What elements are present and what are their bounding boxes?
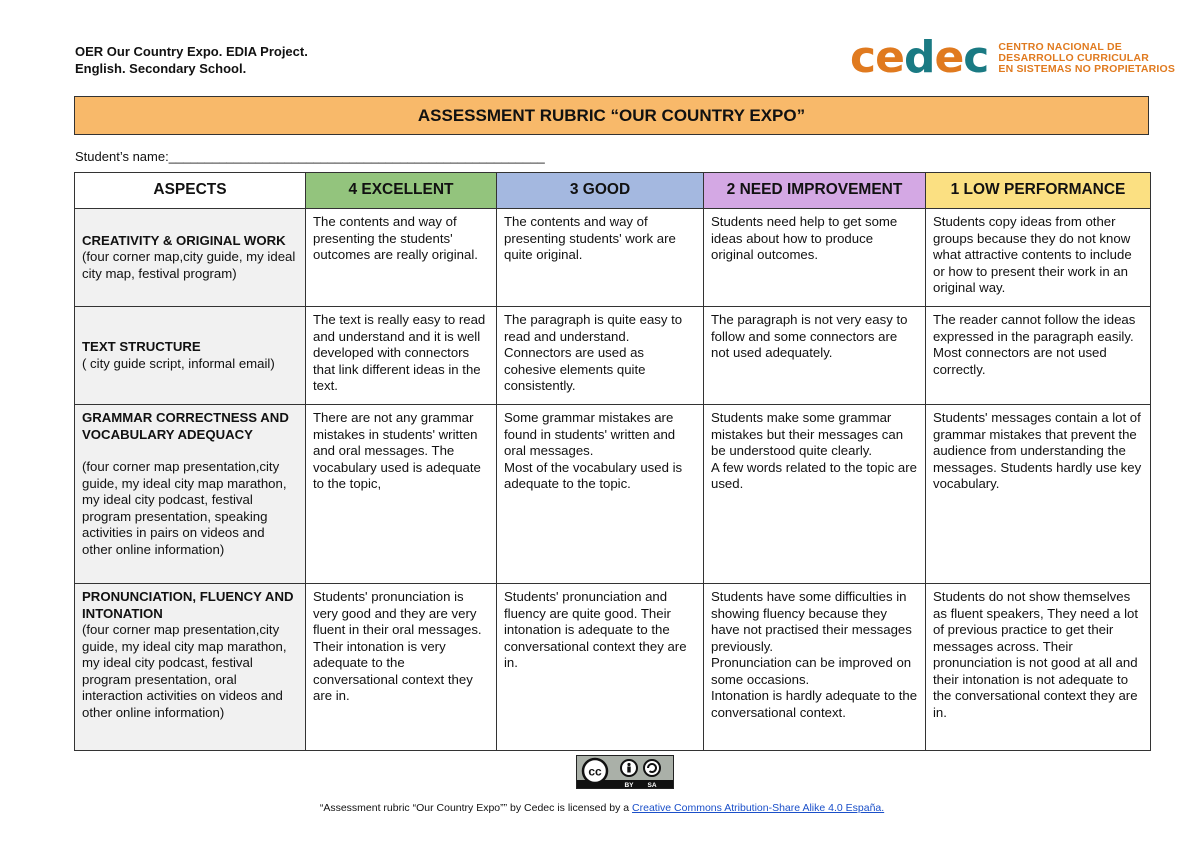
logo-subtitle <box>998 42 1175 75</box>
need-cell <box>704 405 926 584</box>
aspect-cell <box>75 209 306 307</box>
good-cell: Students' pronunciation and fluency are quite good. Their intonation is adequate to the conversational context they are in. <box>497 584 704 751</box>
cc-license-badge[interactable] <box>576 755 674 789</box>
low-cell: Students do not show themselves as fluent speakers, They need a lot of previous practice to get their messages across. Their pronunciation is not good at all and their intonation is not adequate to the conversational context they are in. <box>926 584 1151 751</box>
good-text-1: Some grammar mistakes are found in students' written and oral messages. <box>504 410 676 458</box>
aspect-cell <box>75 307 306 405</box>
need-text-2: A few words related to the topic are used. <box>711 459 917 491</box>
excellent-cell: The contents and way of presenting the students' outcomes are really original. <box>306 209 497 307</box>
aspect-detail: (four corner map presentation,city guide, my ideal city map marathon, my ideal city podcast, festival program presentation, oral interaction activities on videos and other online information) <box>82 622 287 720</box>
col-header-excellent: 4 EXCELLENT <box>306 173 497 209</box>
rubric-table <box>74 172 1151 751</box>
need-cell: Students need help to get some ideas about how to produce original outcomes. <box>704 209 926 307</box>
aspect-title: CREATIVITY & ORIGINAL WORK <box>82 232 286 248</box>
good-cell <box>497 405 704 584</box>
aspect-cell <box>75 584 306 751</box>
need-text-1: Students have some difficulties in showing fluency because they have not practised their messages previously. <box>711 589 912 654</box>
header-line-2: English. Secondary School. <box>75 61 247 76</box>
low-cell: The reader cannot follow the ideas expressed in the paragraph easily. Most connectors are not used correctly. <box>926 307 1151 405</box>
table-row <box>75 584 1151 751</box>
aspect-title: TEXT STRUCTURE <box>82 339 201 354</box>
col-header-low-performance: 1 LOW PERFORMANCE <box>926 173 1151 209</box>
logo-sub-line-3: EN SISTEMAS NO PROPIETARIOS <box>998 62 1176 75</box>
col-header-need-improvement: 2 NEED IMPROVEMENT <box>704 173 926 209</box>
excellent-text-2: Their intonation is very adequate to the conversational context they are in. <box>313 638 473 703</box>
cc-sa-label: SA <box>647 782 657 788</box>
document-header <box>75 43 308 77</box>
header-row <box>75 173 1151 209</box>
cedec-logo <box>850 32 1176 83</box>
rubric-title: ASSESSMENT RUBRIC “OUR COUNTRY EXPO” <box>417 105 806 125</box>
aspect-title: GRAMMAR CORRECTNESS AND VOCABULARY ADEQUACY <box>82 410 289 442</box>
license-link[interactable]: Creative Commons Atribution-Share Alike 4.0 España. <box>632 802 885 814</box>
low-cell: Students copy ideas from other groups because they do not know what attractive contents to include or how to present their work in an original way. <box>926 209 1151 307</box>
good-cell: The contents and way of presenting students' work are quite original. <box>497 209 704 307</box>
col-header-aspects: ASPECTS <box>75 173 306 209</box>
table-row <box>75 209 1151 307</box>
table-row <box>75 307 1151 405</box>
logo-sub-line-1: CENTRO NACIONAL DE <box>998 40 1122 53</box>
excellent-cell: There are not any grammar mistakes in students' written and oral messages. The vocabulary used is adequate to the topic, <box>306 405 497 584</box>
license-footer <box>0 802 1204 814</box>
logo-wordmark: cedec <box>850 32 989 83</box>
need-text-2: Pronunciation can be improved on some occasions. <box>711 655 912 687</box>
logo-sub-line-2: DESARROLLO CURRICULAR <box>998 51 1149 64</box>
svg-text:cc: cc <box>588 764 602 779</box>
aspect-detail: (four corner map,city guide, my ideal city map, festival program) <box>82 249 296 281</box>
need-cell <box>704 584 926 751</box>
rubric-title-banner <box>74 96 1149 135</box>
aspect-detail: ( city guide script, informal email) <box>82 355 275 371</box>
cc-by-label: BY <box>624 782 634 788</box>
excellent-cell <box>306 584 497 751</box>
cc-by-sa-icon <box>577 756 673 788</box>
good-text-2: Most of the vocabulary used is adequate to the topic. <box>504 459 683 491</box>
col-header-good: 3 GOOD <box>497 173 704 209</box>
low-cell: Students' messages contain a lot of grammar mistakes that prevent the audience from understanding the messages. Students hardly use key vocabulary. <box>926 405 1151 584</box>
need-text-3: Intonation is hardly adequate to the conversational context. <box>711 688 918 720</box>
excellent-cell: The text is really easy to read and understand and it is well developed with connectors that link different ideas in the text. <box>306 307 497 405</box>
header-line-1: OER Our Country Expo. EDIA Project. <box>75 44 308 59</box>
aspect-detail: (four corner map presentation,city guide, my ideal city map marathon, my ideal city podcast, festival program presentation, speaking activities in pairs on videos and other online information) <box>82 459 287 557</box>
excellent-text-1: Students' pronunciation is very good and they are very fluent in their oral messages. <box>313 589 482 637</box>
need-cell: The paragraph is not very easy to follow and some connectors are not used adequately. <box>704 307 926 405</box>
table-row <box>75 405 1151 584</box>
student-name-line: Student’s name:____________________________________________________ <box>75 149 545 164</box>
license-text: “Assessment rubric “Our Country Expo”” by Cedec is licensed by a <box>319 802 633 814</box>
need-text-1: Students make some grammar mistakes but their messages can be understood quite clearly. <box>711 410 904 458</box>
aspect-title: PRONUNCIATION, FLUENCY AND INTONATION <box>82 589 294 621</box>
aspect-cell <box>75 405 306 584</box>
good-cell: The paragraph is quite easy to read and understand. Connectors are used as cohesive elements quite consistently. <box>497 307 704 405</box>
